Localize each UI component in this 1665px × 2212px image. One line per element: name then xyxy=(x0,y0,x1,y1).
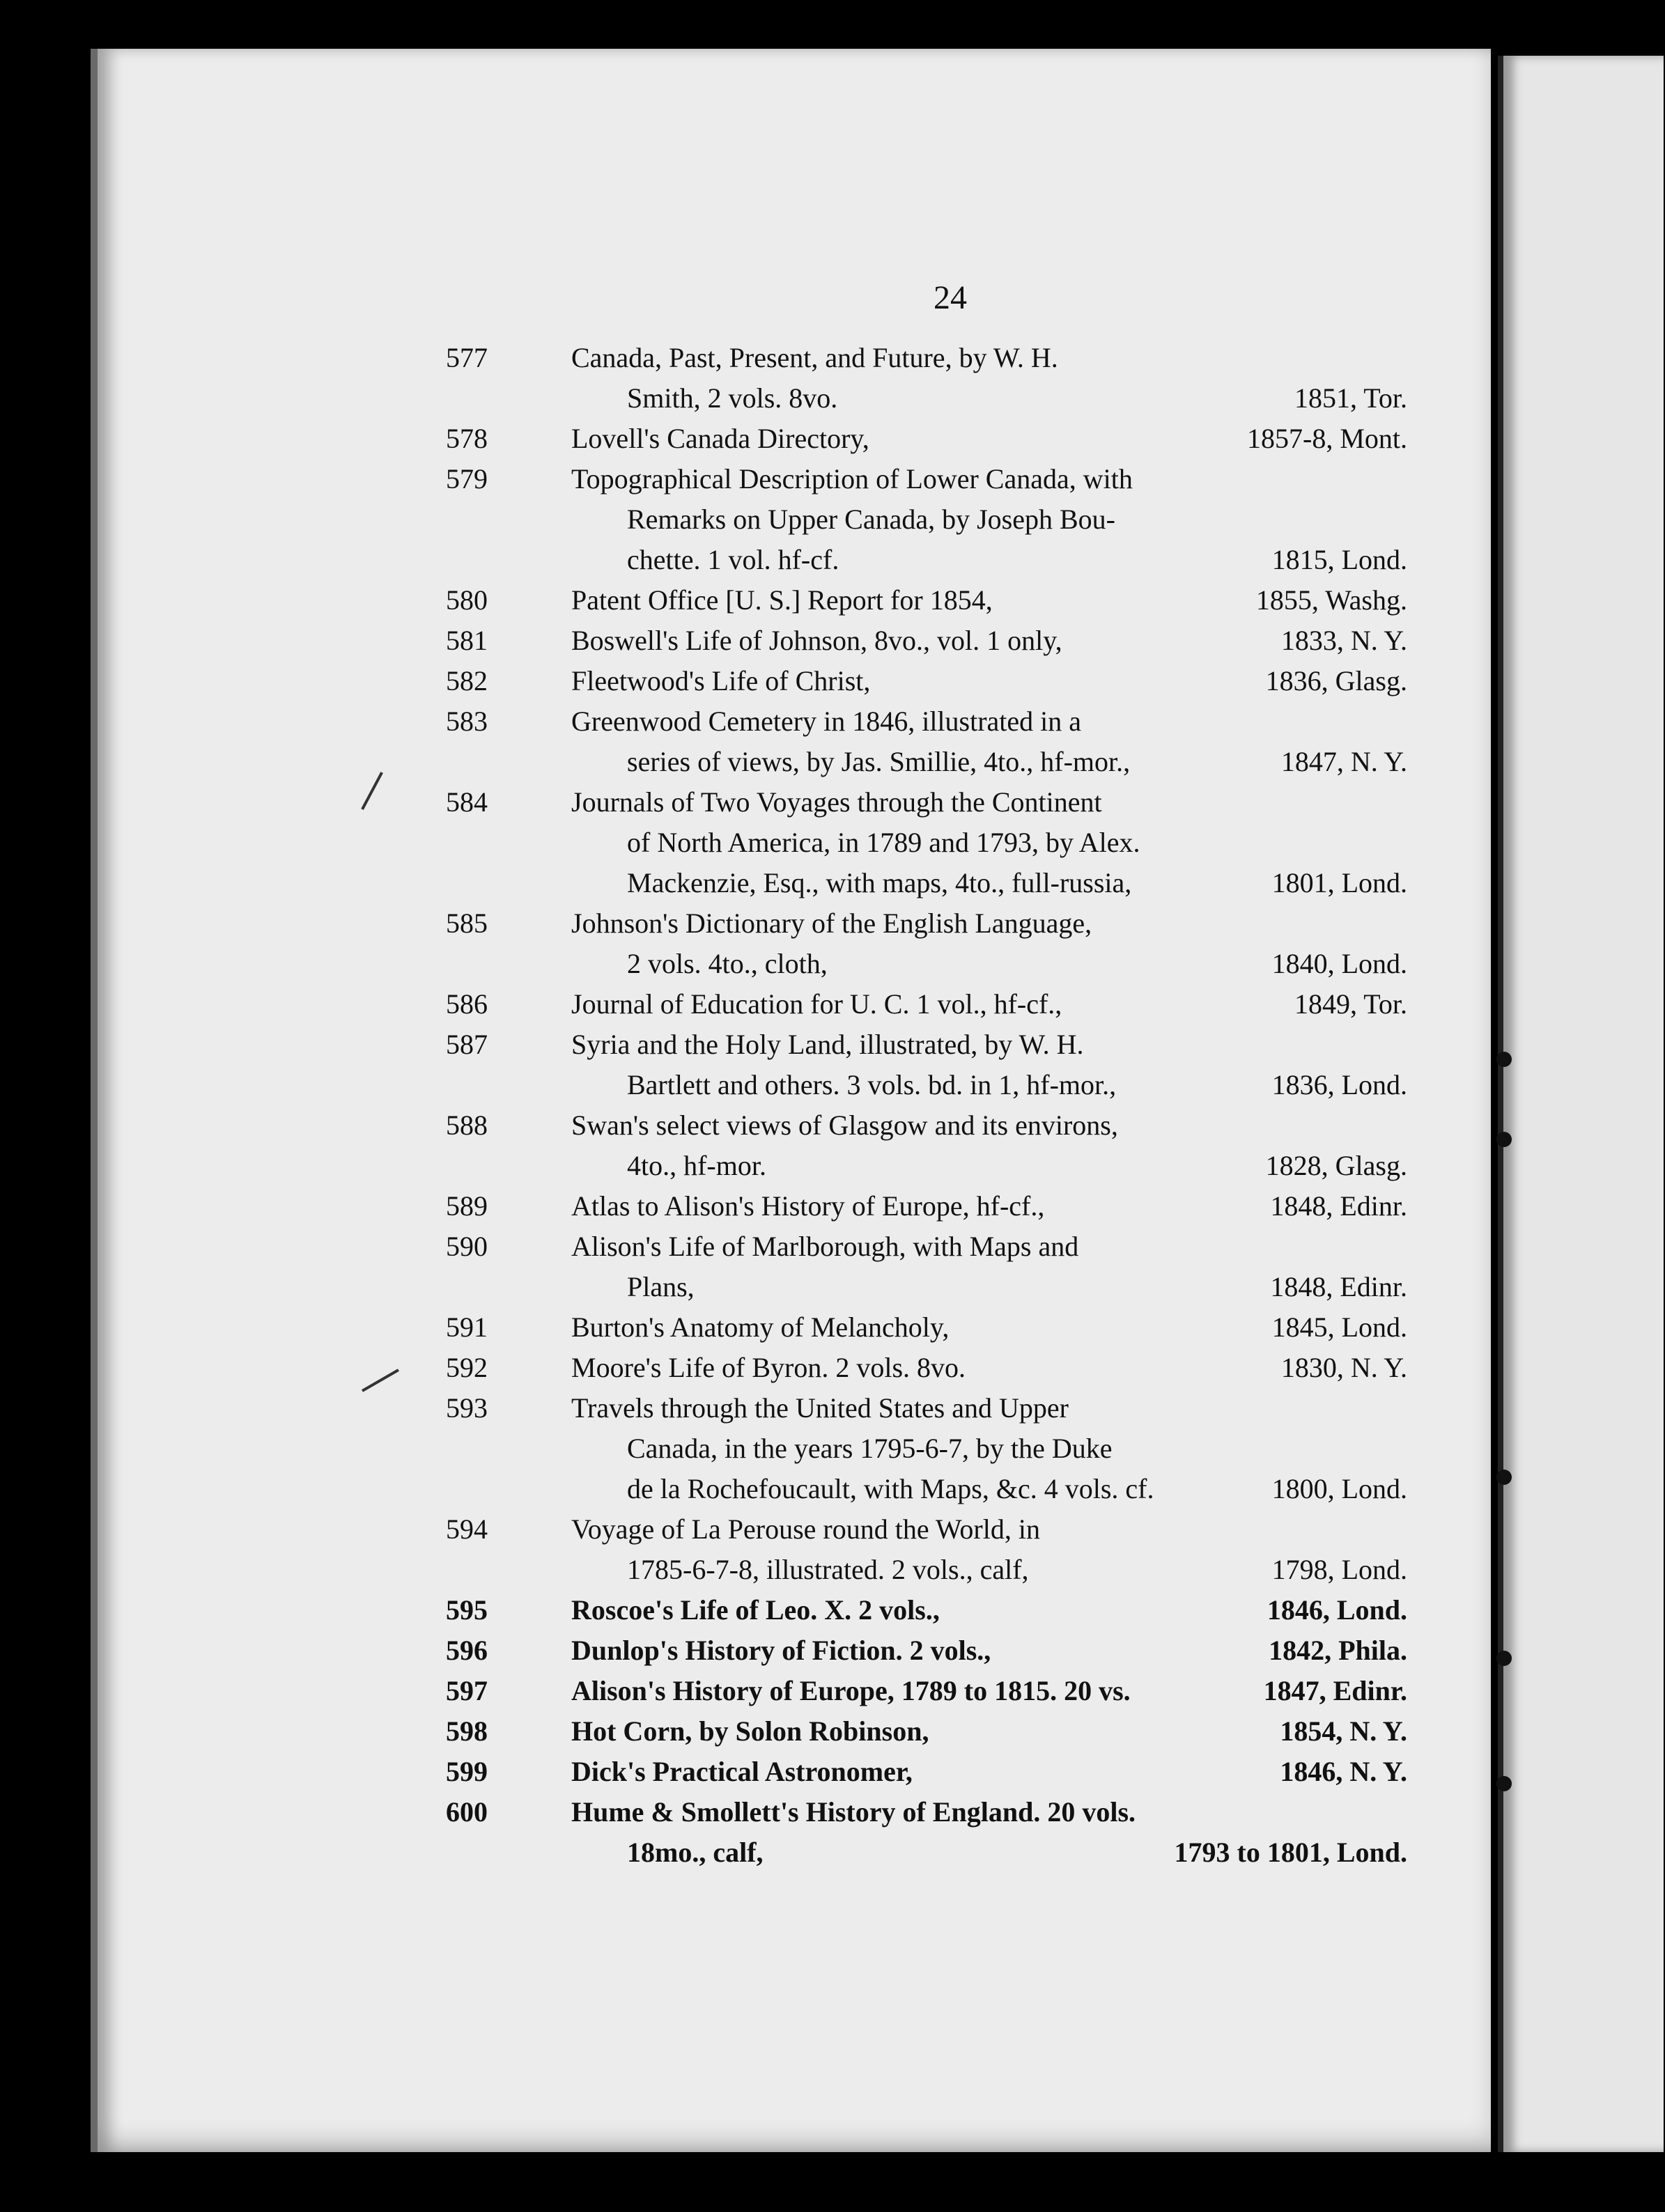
facing-page-edge xyxy=(1498,56,1664,2152)
entry-line xyxy=(446,1792,1407,1832)
catalogue-entry xyxy=(446,661,1407,701)
entry-line xyxy=(446,1267,1407,1307)
catalogue-entry xyxy=(446,621,1407,661)
entry-number: 579 xyxy=(446,463,488,494)
entry-title: Plans, xyxy=(627,1271,695,1302)
publication-info: 1798, Lond. xyxy=(1271,1554,1407,1585)
entry-title: 4to., hf-mor. xyxy=(627,1150,766,1181)
publication-info: 1849, Tor. xyxy=(1294,988,1407,1020)
publication-info: 1848, Edinr. xyxy=(1270,1190,1407,1222)
entry-title: Remarks on Upper Canada, by Joseph Bou- xyxy=(627,504,1115,535)
publication-info: 1801, Lond. xyxy=(1271,867,1407,898)
entry-line xyxy=(446,1388,1407,1428)
catalogue-page xyxy=(91,49,1491,2152)
entry-number: 599 xyxy=(446,1756,488,1787)
entry-line xyxy=(446,863,1407,903)
entry-title: Travels through the United States and Upper xyxy=(571,1392,1069,1424)
entry-title: Patent Office [U. S.] Report for 1854, xyxy=(571,584,993,616)
entry-number: 584 xyxy=(446,786,488,818)
catalogue-entry xyxy=(446,1025,1407,1105)
entry-number: 580 xyxy=(446,584,488,616)
entry-number: 582 xyxy=(446,665,488,696)
entry-title: Burton's Anatomy of Melancholy, xyxy=(571,1311,950,1343)
entry-line xyxy=(446,419,1407,459)
entry-line xyxy=(446,580,1407,621)
entry-line xyxy=(446,1307,1407,1348)
catalogue-entry xyxy=(446,580,1407,621)
publication-info: 1847, Edinr. xyxy=(1263,1675,1407,1706)
publication-info: 1855, Washg. xyxy=(1255,584,1407,616)
publication-info: 1800, Lond. xyxy=(1271,1473,1407,1504)
entry-title: series of views, by Jas. Smillie, 4to., hf-mor., xyxy=(627,746,1131,777)
entry-number: 577 xyxy=(446,342,488,373)
publication-info: 1854, N. Y. xyxy=(1280,1715,1407,1747)
entry-number: 591 xyxy=(446,1311,488,1343)
publication-info: 1846, Lond. xyxy=(1267,1594,1407,1626)
entry-line xyxy=(446,1226,1407,1267)
catalogue-entry xyxy=(446,459,1407,580)
entry-title: Alison's Life of Marlborough, with Maps and xyxy=(571,1231,1079,1262)
entry-title: 18mo., calf, xyxy=(627,1837,764,1868)
entry-title: Alison's History of Europe, 1789 to 1815. 20 vs. xyxy=(571,1675,1131,1706)
publication-info: 1833, N. Y. xyxy=(1280,625,1407,656)
entry-line xyxy=(446,1469,1407,1509)
entry-title: Journal of Education for U. C. 1 vol., hf-cf., xyxy=(571,988,1062,1020)
publication-info: 1845, Lond. xyxy=(1271,1311,1407,1343)
entry-number: 593 xyxy=(446,1392,488,1424)
entry-line xyxy=(446,338,1407,378)
entry-title: Mackenzie, Esq., with maps, 4to., full-russia, xyxy=(627,867,1132,898)
entry-line xyxy=(446,701,1407,742)
entry-line xyxy=(446,378,1407,419)
binding-mark xyxy=(1496,1776,1512,1791)
entry-number: 587 xyxy=(446,1029,488,1060)
page-number: 24 xyxy=(934,279,967,316)
entry-title: 2 vols. 4to., cloth, xyxy=(627,948,828,979)
binding-mark xyxy=(1496,1470,1512,1485)
entry-title: Journals of Two Voyages through the Continent xyxy=(571,786,1102,818)
entry-line xyxy=(446,1630,1407,1671)
publication-info: 1847, N. Y. xyxy=(1280,746,1407,777)
catalogue-entry xyxy=(446,1711,1407,1752)
entry-number: 581 xyxy=(446,625,488,656)
entry-title: Moore's Life of Byron. 2 vols. 8vo. xyxy=(571,1352,966,1383)
catalogue-entry xyxy=(446,1630,1407,1671)
catalogue-entries xyxy=(446,338,1407,1873)
entry-line xyxy=(446,1509,1407,1550)
entry-title: Boswell's Life of Johnson, 8vo., vol. 1 only, xyxy=(571,625,1062,656)
entry-line xyxy=(446,944,1407,984)
entry-line xyxy=(446,1671,1407,1711)
entry-line xyxy=(446,823,1407,863)
catalogue-entry xyxy=(446,1186,1407,1226)
entry-line xyxy=(446,661,1407,701)
entry-title: Dunlop's History of Fiction. 2 vols., xyxy=(571,1635,991,1666)
entry-line xyxy=(446,1711,1407,1752)
entry-line xyxy=(446,1428,1407,1469)
entry-title: Atlas to Alison's History of Europe, hf-cf., xyxy=(571,1190,1045,1222)
entry-line xyxy=(446,1832,1407,1873)
catalogue-entry xyxy=(446,701,1407,782)
entry-line xyxy=(446,1348,1407,1388)
publication-info: 1846, N. Y. xyxy=(1280,1756,1407,1787)
entry-title: de la Rochefoucault, with Maps, &c. 4 vols. cf. xyxy=(627,1473,1154,1504)
catalogue-entry xyxy=(446,1226,1407,1307)
entry-line xyxy=(446,742,1407,782)
catalogue-entry xyxy=(446,1671,1407,1711)
publication-info: 1857-8, Mont. xyxy=(1247,423,1407,454)
catalogue-entry xyxy=(446,782,1407,903)
entry-title: Swan's select views of Glasgow and its environs, xyxy=(571,1109,1118,1141)
entry-title: Lovell's Canada Directory, xyxy=(571,423,869,454)
entry-line xyxy=(446,1590,1407,1630)
entry-title: chette. 1 vol. hf-cf. xyxy=(627,544,839,575)
catalogue-entry xyxy=(446,1307,1407,1348)
entry-number: 600 xyxy=(446,1796,488,1828)
entry-line xyxy=(446,459,1407,499)
publication-info: 1830, N. Y. xyxy=(1280,1352,1407,1383)
publication-info: 1836, Lond. xyxy=(1271,1069,1407,1100)
publication-info: 1851, Tor. xyxy=(1294,382,1407,414)
publication-info: 1842, Phila. xyxy=(1269,1635,1407,1666)
entry-number: 590 xyxy=(446,1231,488,1262)
entry-number: 594 xyxy=(446,1513,488,1545)
entry-title: Voyage of La Perouse round the World, in xyxy=(571,1513,1040,1545)
entry-line xyxy=(446,621,1407,661)
catalogue-entry xyxy=(446,338,1407,419)
catalogue-entry xyxy=(446,1590,1407,1630)
entry-line xyxy=(446,1105,1407,1146)
entry-line xyxy=(446,499,1407,540)
entry-line xyxy=(446,1065,1407,1105)
entry-line xyxy=(446,540,1407,580)
entry-title: Johnson's Dictionary of the English Language, xyxy=(571,908,1092,939)
publication-info: 1828, Glasg. xyxy=(1265,1150,1407,1181)
entry-title: Canada, Past, Present, and Future, by W. H. xyxy=(571,342,1058,373)
entry-number: 598 xyxy=(446,1715,488,1747)
catalogue-entry xyxy=(446,903,1407,984)
entry-number: 589 xyxy=(446,1190,488,1222)
entry-title: Syria and the Holy Land, illustrated, by W. H. xyxy=(571,1029,1084,1060)
entry-number: 595 xyxy=(446,1594,488,1626)
entry-title: Bartlett and others. 3 vols. bd. in 1, hf-mor., xyxy=(627,1069,1117,1100)
entry-line xyxy=(446,1025,1407,1065)
catalogue-entry xyxy=(446,1388,1407,1509)
entry-line xyxy=(446,1186,1407,1226)
entry-line xyxy=(446,1146,1407,1186)
entry-line xyxy=(446,1550,1407,1590)
entry-line xyxy=(446,903,1407,944)
entry-title: Dick's Practical Astronomer, xyxy=(571,1756,913,1787)
catalogue-entry xyxy=(446,1509,1407,1590)
entry-number: 586 xyxy=(446,988,488,1020)
publication-info: 1840, Lond. xyxy=(1271,948,1407,979)
entry-title: Greenwood Cemetery in 1846, illustrated in a xyxy=(571,706,1082,737)
catalogue-entry xyxy=(446,419,1407,459)
entry-title: Fleetwood's Life of Christ, xyxy=(571,665,871,696)
entry-number: 596 xyxy=(446,1635,488,1666)
catalogue-entry xyxy=(446,1792,1407,1873)
entry-number: 583 xyxy=(446,706,488,737)
publication-info: 1836, Glasg. xyxy=(1265,665,1407,696)
publication-info: 1793 to 1801, Lond. xyxy=(1174,1837,1407,1868)
catalogue-entry xyxy=(446,1105,1407,1186)
entry-title: 1785-6-7-8, illustrated. 2 vols., calf, xyxy=(627,1554,1029,1585)
binding-mark xyxy=(1496,1052,1512,1067)
entry-title: Roscoe's Life of Leo. X. 2 vols., xyxy=(571,1594,940,1626)
entry-title: Hot Corn, by Solon Robinson, xyxy=(571,1715,929,1747)
entry-number: 588 xyxy=(446,1109,488,1141)
entry-number: 585 xyxy=(446,908,488,939)
entry-title: Canada, in the years 1795-6-7, by the Duke xyxy=(627,1433,1113,1464)
entry-title: of North America, in 1789 and 1793, by Alex. xyxy=(627,827,1140,858)
entry-number: 597 xyxy=(446,1675,488,1706)
entry-line xyxy=(446,782,1407,823)
entry-line xyxy=(446,1752,1407,1792)
entry-line xyxy=(446,984,1407,1025)
binding-mark xyxy=(1496,1651,1512,1666)
binding-mark xyxy=(1496,1132,1512,1147)
catalogue-entry xyxy=(446,1752,1407,1792)
catalogue-entry xyxy=(446,984,1407,1025)
catalogue-entry xyxy=(446,1348,1407,1388)
publication-info: 1848, Edinr. xyxy=(1270,1271,1407,1302)
entry-title: Hume & Smollett's History of England. 20 vols. xyxy=(571,1796,1136,1828)
publication-info: 1815, Lond. xyxy=(1271,544,1407,575)
entry-number: 578 xyxy=(446,423,488,454)
entry-title: Smith, 2 vols. 8vo. xyxy=(627,382,838,414)
entry-title: Topographical Description of Lower Canada, with xyxy=(571,463,1133,494)
entry-number: 592 xyxy=(446,1352,488,1383)
